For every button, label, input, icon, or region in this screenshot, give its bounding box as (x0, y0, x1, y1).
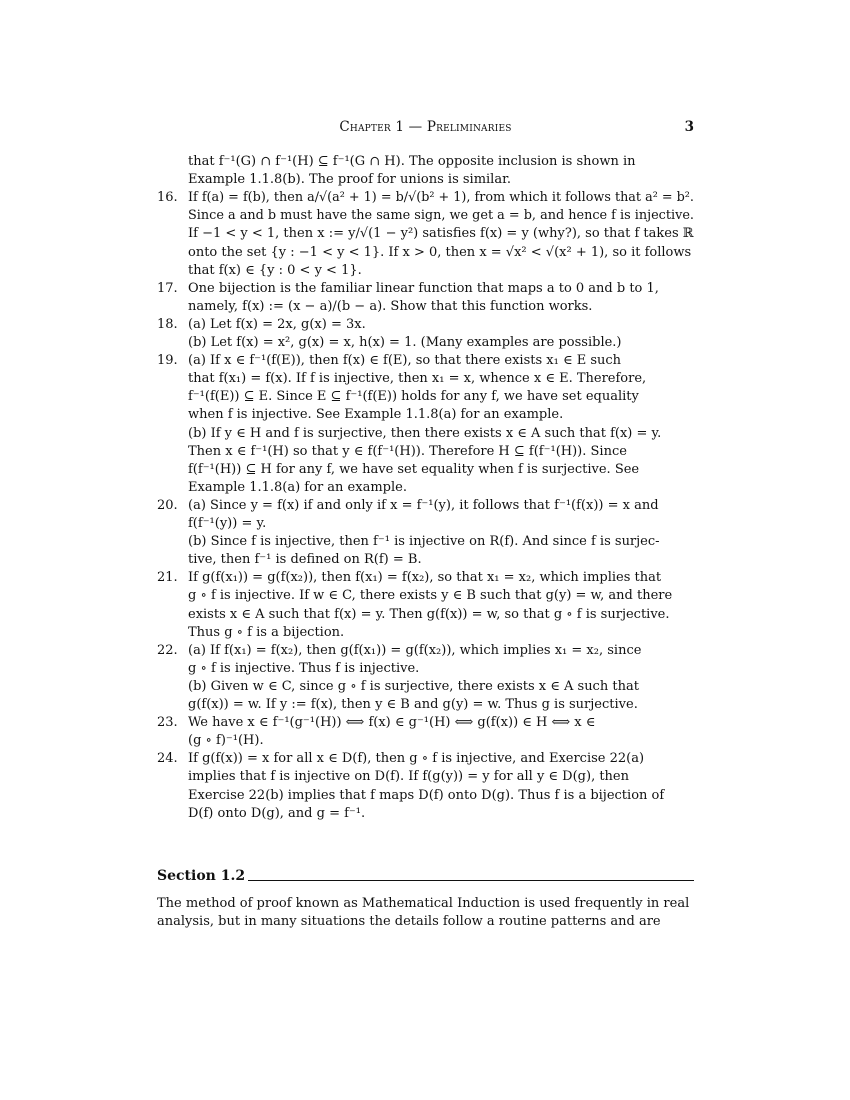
answer-line: onto the set {y : −1 < y < 1}. If x > 0, then x = √x² < √(x² + 1), so it follows (188, 244, 692, 260)
answer-line: If f(a) = f(b), then a/√(a² + 1) = b/√(b² + 1), from which it follows that a² = b². (188, 190, 694, 206)
answer-line: Then x ∈ f⁻¹(H) so that y ∈ f(f⁻¹(H)). Therefore H ⊆ f(f⁻¹(H)). Since (188, 443, 627, 459)
answer-line: g ∘ f is injective. If w ∈ C, there exists y ∈ B such that g(y) = w, and there (188, 588, 673, 604)
item-number: 21. (157, 570, 178, 586)
answer-line: (b) Given w ∈ C, since g ∘ f is surjective, there exists x ∈ A such that (188, 678, 639, 694)
paragraph-line: The method of proof known as Mathematical Induction is used frequently in real (157, 896, 690, 911)
answer-line: (b) Since f is injective, then f⁻¹ is injective on R(f). And since f is surjec- (188, 534, 660, 550)
item-number: 20. (157, 497, 178, 513)
answer-line: (a) Let f(x) = 2x, g(x) = 3x. (188, 316, 366, 332)
item-number: 17. (157, 280, 178, 296)
answer-line: If −1 < y < 1, then x := y/√(1 − y²) satisfies f(x) = y (why?), so that f takes ℝ (188, 226, 694, 242)
answer-line: (a) If f(x₁) = f(x₂), then g(f(x₁)) = g(f(x₂)), which implies x₁ = x₂, since (188, 642, 642, 658)
answer-line: Thus g ∘ f is a bijection. (188, 624, 345, 640)
answer-line: f(f⁻¹(H)) ⊆ H for any f, we have set equality when f is surjective. See (188, 461, 640, 477)
answer-line: One bijection is the familiar linear function that maps a to 0 and b to 1, (188, 280, 659, 296)
answer-line: g(f(x)) = w. If y := f(x), then y ∈ B and g(y) = w. Thus g is surjective. (188, 697, 638, 712)
continuation-line: Example 1.1.8(b). The proof for unions is similar. (188, 172, 512, 188)
answer-line: Exercise 22(b) implies that f maps D(f) onto D(g). Thus f is a bijection of (188, 787, 665, 803)
answer-line: that f(x) ∈ {y : 0 < y < 1}. (188, 262, 362, 278)
item-number: 24. (157, 751, 178, 767)
answer-line: namely, f(x) := (x − a)/(b − a). Show that this function works. (188, 298, 593, 314)
answer-line: (b) Let f(x) = x², g(x) = x, h(x) = 1. (Many examples are possible.) (188, 335, 622, 350)
chapter-title: Chapter 1 — Preliminaries (339, 119, 512, 135)
section-rule (248, 880, 694, 881)
item-number: 22. (157, 642, 178, 658)
answer-line: exists x ∈ A such that f(x) = y. Then g(f(x)) = w, so that g ∘ f is surjective. (188, 606, 670, 622)
answer-line: D(f) onto D(g), and g = f⁻¹. (188, 805, 366, 821)
item-number: 16. (157, 190, 178, 206)
answer-line: f(f⁻¹(y)) = y. (188, 516, 267, 531)
answer-line: when f is injective. See Example 1.1.8(a) for an example. (188, 407, 564, 423)
answer-line: (g ∘ f)⁻¹(H). (188, 733, 264, 749)
answer-line: If g(f(x)) = x for all x ∈ D(f), then g ∘ f is injective, and Exercise 22(a) (188, 751, 645, 767)
answer-line: tive, then f⁻¹ is defined on R(f) = B. (188, 552, 422, 568)
answer-line: (a) If x ∈ f⁻¹(f(E)), then f(x) ∈ f(E), so that there exists x₁ ∈ E such (188, 353, 622, 369)
item-number: 18. (157, 316, 178, 332)
answer-line: We have x ∈ f⁻¹(g⁻¹(H)) ⟺ f(x) ∈ g⁻¹(H) ⟺ g(f(x)) ∈ H ⟺ x ∈ (188, 715, 596, 731)
page-header (157, 119, 694, 139)
answer-line: f⁻¹(f(E)) ⊆ E. Since E ⊆ f⁻¹(f(E)) holds for any f, we have set equality (188, 389, 639, 405)
answer-line: g ∘ f is injective. Thus f is injective. (188, 660, 420, 676)
item-number: 23. (157, 715, 178, 731)
section-heading: Section 1.2 (157, 868, 246, 884)
answer-line: If g(f(x₁)) = g(f(x₂)), then f(x₁) = f(x₂), so that x₁ = x₂, which implies that (188, 570, 662, 586)
page-number: 3 (684, 119, 694, 135)
paragraph-line: analysis, but in many situations the details follow a routine patterns and are (157, 914, 661, 930)
answer-line: that f(x₁) = f(x). If f is injective, then x₁ = x, whence x ∈ E. Therefore, (188, 371, 647, 387)
continuation-line: that f⁻¹(G) ∩ f⁻¹(H) ⊆ f⁻¹(G ∩ H). The opposite inclusion is shown in (188, 154, 636, 169)
answer-line: implies that f is injective on D(f). If f(g(y)) = y for all y ∈ D(g), then (188, 769, 629, 785)
item-number: 19. (157, 353, 178, 369)
answer-line: Example 1.1.8(a) for an example. (188, 479, 407, 495)
answer-line: (b) If y ∈ H and f is surjective, then there exists x ∈ A such that f(x) = y. (188, 425, 662, 441)
answer-line: Since a and b must have the same sign, we get a = b, and hence f is injective. (188, 208, 694, 224)
answer-line: (a) Since y = f(x) if and only if x = f⁻¹(y), it follows that f⁻¹(f(x)) = x and (188, 497, 659, 513)
